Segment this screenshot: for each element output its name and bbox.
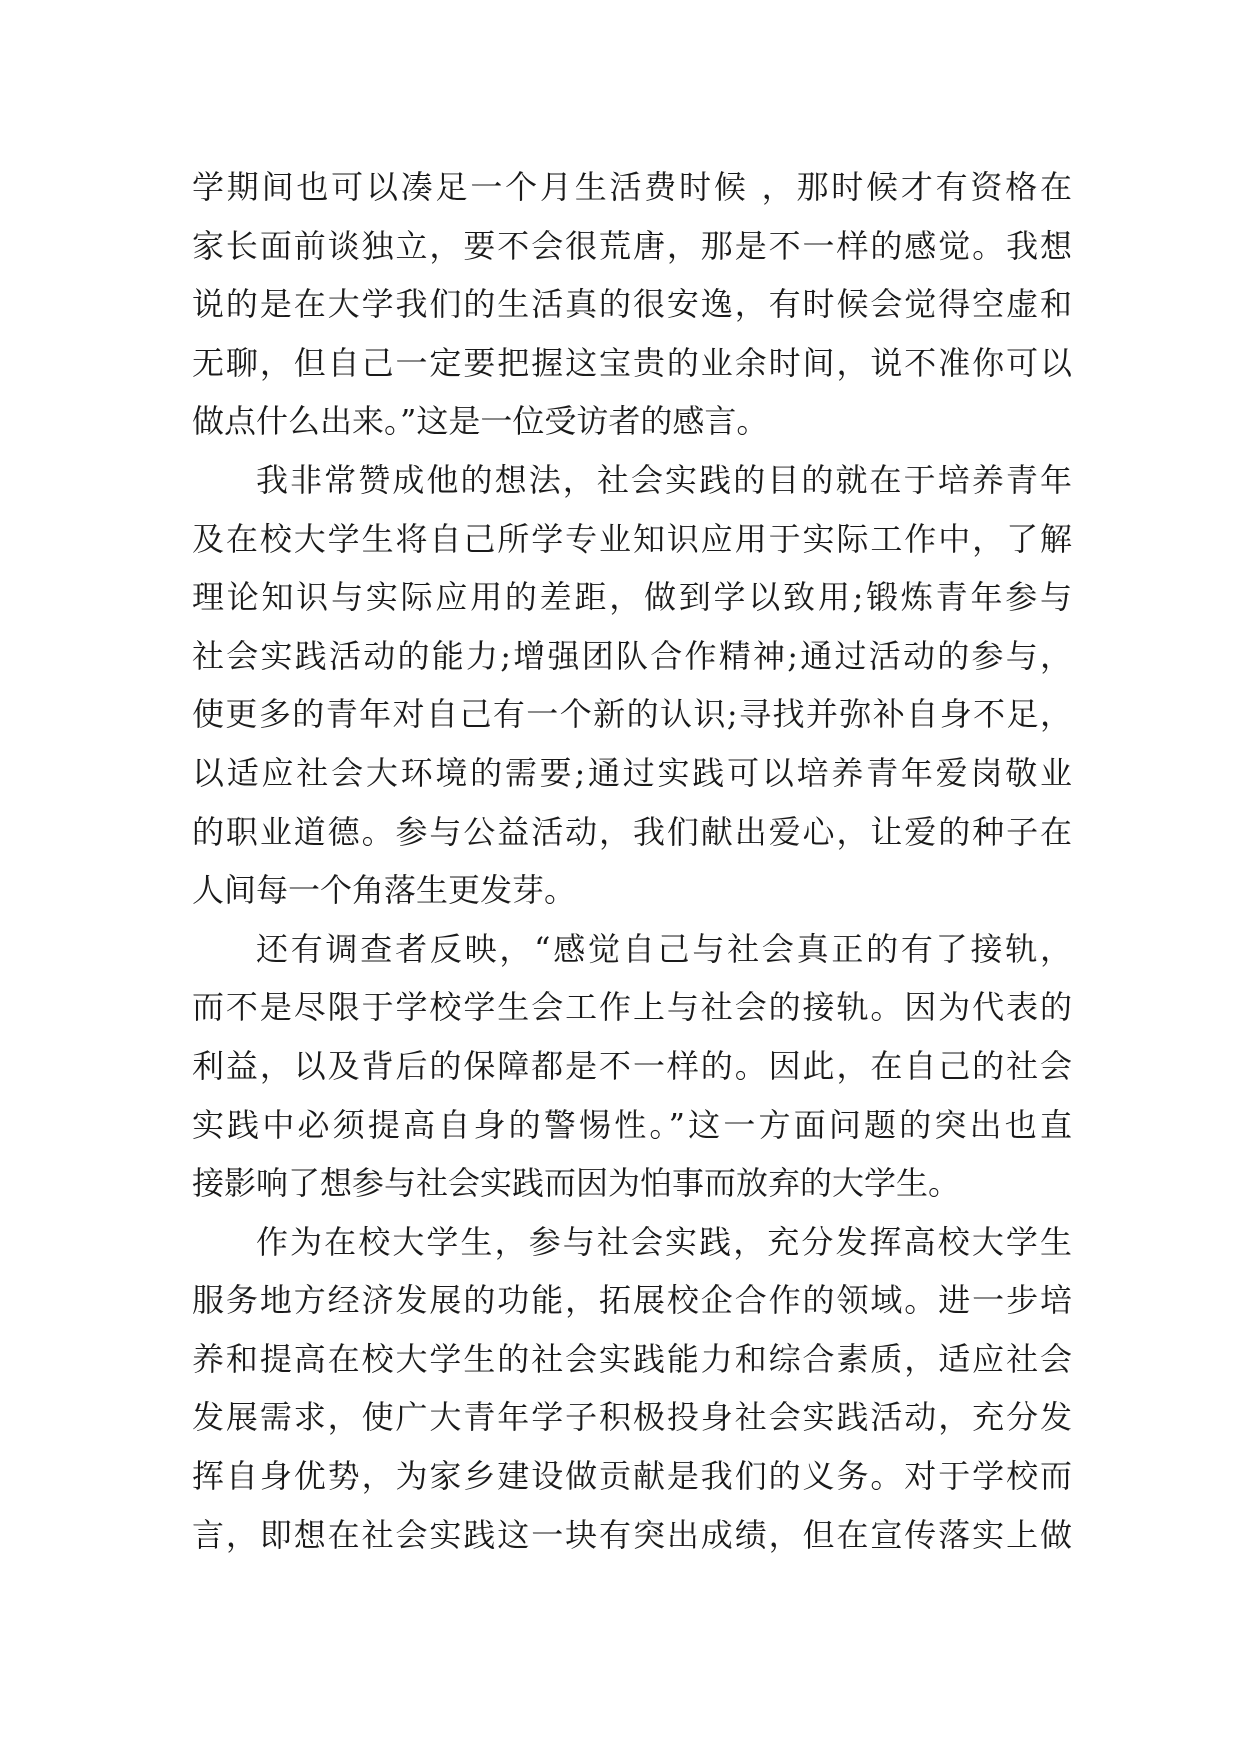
text-line: 做点什么出来。”这是一位受访者的感言。 xyxy=(192,402,769,441)
text-line: 作为在校大学生，参与社会实践，充分发挥高校大学生 xyxy=(256,1222,1072,1261)
text-line: 社会实践活动的能力;增强团队合作精神;通过活动的参与， xyxy=(192,636,1072,675)
text-line: 养和提高在校大学生的社会实践能力和综合素质，适应社会 xyxy=(192,1339,1072,1378)
text-line: 还有调查者反映，“感觉自己与社会真正的有了接轨， xyxy=(256,929,1072,968)
text-line: 人间每一个角落生更发芽。 xyxy=(192,871,577,910)
text-line: 的职业道德。参与公益活动，我们献出爱心，让爱的种子在 xyxy=(192,812,1072,851)
text-line: 学期间也可以凑足一个月生活费时候 ，那时候才有资格在 xyxy=(192,168,1072,206)
text-line: 发展需求，使广大青年学子积极投身社会实践活动，充分发 xyxy=(192,1398,1072,1437)
text-line: 挥自身优势，为家乡建设做贡献是我们的义务。对于学校而 xyxy=(192,1457,1072,1496)
text-line: 服务地方经济发展的功能，拓展校企合作的领域。进一步培 xyxy=(192,1281,1072,1320)
text-line: 而不是尽限于学校学生会工作上与社会的接轨。因为代表的 xyxy=(192,988,1072,1027)
document-body xyxy=(192,158,1072,1564)
text-line: 理论知识与实际应用的差距，做到学以致用;锻炼青年参与 xyxy=(192,578,1072,617)
text-line: 无聊，但自己一定要把握这宝贵的业余时间，说不准你可以 xyxy=(192,343,1072,382)
text-line: 以适应社会大环境的需要;通过实践可以培养青年爱岗敬业 xyxy=(192,753,1072,792)
text-line: 使更多的青年对自己有一个新的认识;寻找并弥补自身不足， xyxy=(192,695,1072,734)
text-line: 实践中必须提高自身的警惕性。”这一方面问题的突出也直 xyxy=(192,1105,1072,1144)
text-line: 利益，以及背后的保障都是不一样的。因此，在自己的社会 xyxy=(192,1046,1072,1085)
text-line: 及在校大学生将自己所学专业知识应用于实际工作中，了解 xyxy=(192,519,1072,558)
text-line: 言，即想在社会实践这一块有突出成绩，但在宣传落实上做 xyxy=(192,1515,1072,1554)
text-line: 接影响了想参与社会实践而因为怕事而放弃的大学生。 xyxy=(192,1164,961,1203)
text-line: 我非常赞成他的想法，社会实践的目的就在于培养青年 xyxy=(256,460,1072,499)
text-line: 家长面前谈独立，要不会很荒唐，那是不一样的感觉。我想 xyxy=(192,226,1072,265)
text-line: 说的是在大学我们的生活真的很安逸，有时候会觉得空虚和 xyxy=(192,285,1072,324)
